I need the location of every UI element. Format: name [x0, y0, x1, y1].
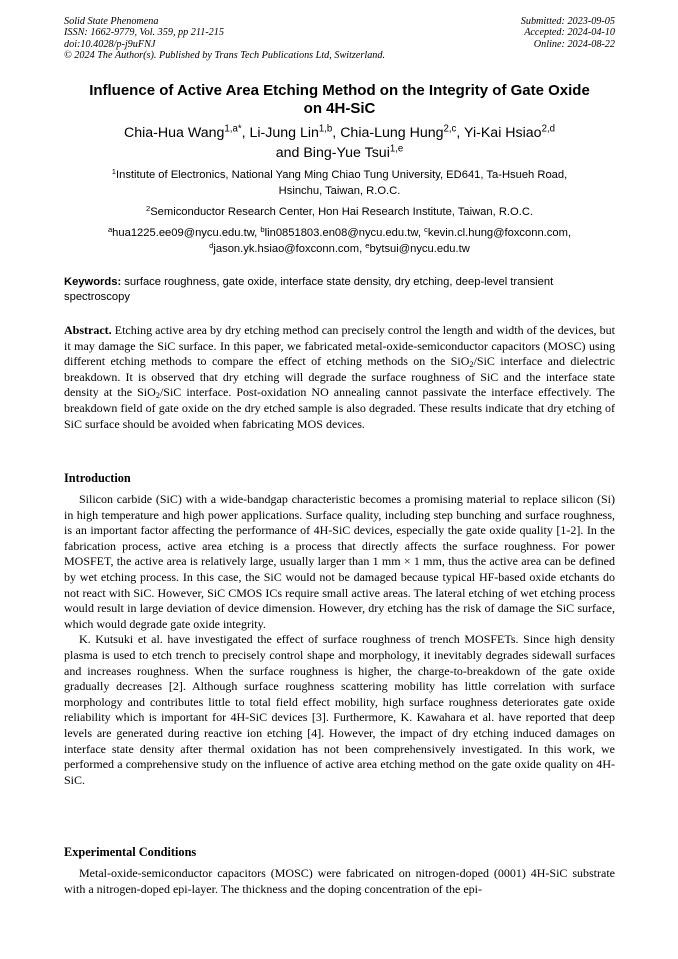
email-link[interactable]: jason.yk.hsiao@foxconn.com — [213, 243, 360, 255]
online-date: Online: 2024-08-22 — [533, 38, 615, 50]
abstract-text-2: /SiC interface and dielectric breakdown. It is observed that dry etching will degrade the surface roughness of SiC and the interface state density at the SiO — [64, 354, 616, 400]
journal-name: Solid State Phenomena — [64, 16, 159, 27]
authors-line-1 — [64, 124, 615, 144]
authors-line-2 — [64, 144, 615, 164]
aff1-line-1: Institute of Electronics, National Yang Ming Chiao Tung University, ED641, Ta-Hsueh Road, — [115, 169, 568, 181]
author-name: and Bing-Yue Tsui — [275, 144, 390, 161]
abstract-label: Abstract. — [64, 323, 112, 337]
affiliation-1 — [64, 167, 615, 199]
emails-line-2 — [64, 241, 615, 257]
title-line-1: Influence of Active Area Etching Method on the Integrity of Gate Oxide — [89, 82, 590, 99]
keywords-text: surface roughness, gate oxide, interface state density, dry etching, deep-level transient spectroscopy — [64, 276, 554, 303]
author-sup: 1,e — [389, 143, 404, 155]
keywords-label: Keywords: — [64, 276, 122, 288]
affiliation-2 — [64, 204, 615, 220]
title-line-2: on 4H-SiC — [303, 100, 376, 117]
email-link[interactable]: bytsui@nycu.edu.tw — [369, 243, 470, 255]
email-sep: , — [254, 227, 261, 239]
author-list — [64, 124, 615, 163]
email-link[interactable]: hua1225.ee09@nycu.edu.tw — [112, 227, 255, 239]
abstract-text-3: /SiC interface. Post-oxidation NO annealing cannot passivate the interface effectively. The breakdown field of gate oxide on the dry etched sample is also degraded. These results indicate that dry etching of SiC surface should be avoided when fabricating MOS devices. — [64, 385, 615, 431]
publication-dates — [521, 16, 615, 50]
abstract-sub-1: 2 — [469, 360, 474, 370]
author-sup: 2,c — [443, 123, 457, 135]
email-sep: , — [359, 243, 366, 255]
author-sep: , — [241, 125, 250, 141]
author-name: Chia-Lung Hung — [340, 125, 444, 141]
author-sep: , — [456, 125, 465, 141]
journal-doi[interactable]: doi:10.4028/p-j9uFNJ — [64, 38, 156, 50]
abstract-text-1: Etching active area by dry etching method can precisely control the length and width of the devices, but it may damage the SiC surface. In this paper, we fabricated metal-oxide-semiconductor capacitors (MOSC) using different etching methods to compare the effect of etching methods on the SiO — [64, 323, 615, 369]
abstract-sub-2: 2 — [155, 391, 160, 401]
introduction-heading: Introduction — [64, 471, 131, 485]
email-link[interactable]: kevin.cl.hung@foxconn.com — [427, 227, 568, 239]
author-emails — [64, 225, 615, 257]
author-sup: 1,b — [318, 123, 333, 135]
emails-line-1 — [64, 225, 615, 241]
intro-paragraph-2: K. Kutsuki et al. have investigated the effect of surface roughness of trench MOSFETs. Since high density plasma is used to etch trench to precisely control shape and morphology, it inevitably degrades sidewall surfaces and increases roughness. When the surface roughness is higher, the charge-to-breakdown of the gate oxide gradually decreases [2]. Although surface roughness scattering mobility has little correlation with surface morphology and contributes little to total field effect mobility, high surface roughness deteriorates gate oxide reliability which is important for 4H-SiC devices [3]. Furthermore, K. Kawahara et al. have reported that deep levels are generated during reactive ion etching [4]. However, the impact of dry etching induced damages on interface state density after thermal oxidation has not been comprehensively investigated. In this work, we performed a comprehensive study on the influence of active area etching method on the gate oxide quality on 4H-SiC. — [64, 632, 615, 787]
aff1-sup: 1 — [111, 166, 116, 176]
experimental-heading: Experimental Conditions — [64, 845, 197, 859]
email-sep: , — [417, 227, 425, 239]
author-name: Chia-Hua Wang — [124, 125, 225, 141]
paper-title — [64, 82, 615, 118]
author-sep: , — [332, 125, 341, 141]
author-name: Yi-Kai Hsiao — [464, 125, 542, 141]
experimental-body — [64, 866, 615, 897]
abstract — [64, 323, 615, 432]
email-link[interactable]: lin0851803.en08@nycu.edu.tw — [264, 227, 418, 239]
aff2-sup: 2 — [145, 203, 151, 213]
keywords — [64, 275, 615, 304]
email-sup: d — [209, 240, 214, 250]
intro-paragraph-1: Silicon carbide (SiC) with a wide-bandgap characteristic becomes a promising material to replace silicon (Si) in high temperature and high power applications. Surface quality, including step bunching and surface roughness, is an important factor affecting the performance of 4H-SiC devices, especially the gate oxide quality [1-2]. In the fabrication process, active area etching is a process that directly affects the surface roughness. For power MOSFET, the active area is relatively large, usually larger than 1 mm × 1 mm, thus the active area can be defined by wet etching process. In this case, the SiC would not be damaged because typical HF-based oxide etchants do not react with SiC. However, SiC CMOS ICs require small active areas. The lateral etching of wet etching process would result in large deviation of device dimension. However, dry etching has the risk of damage the SiC surface, which would degrade gate oxide integrity. — [64, 492, 615, 631]
accepted-date: Accepted: 2024-04-10 — [524, 27, 615, 39]
submitted-date: Submitted: 2023-09-05 — [520, 16, 615, 27]
email-sep: , — [567, 227, 572, 239]
email-sup: a — [107, 224, 113, 234]
experimental-paragraph-1: Metal-oxide-semiconductor capacitors (MOSC) were fabricated on nitrogen-doped (0001) 4H-SiC substrate with a nitrogen-doped epi-layer. The thickness and the doping concentration of the epi- — [64, 866, 615, 896]
email-sup: c — [424, 224, 428, 234]
journal-issn: ISSN: 1662-9779, Vol. 359, pp 211-215 — [64, 27, 224, 39]
author-sup: 2,d — [541, 123, 555, 135]
aff1-line-2: Hsinchu, Taiwan, R.O.C. — [278, 185, 401, 197]
author-name: Li-Jung Lin — [249, 125, 319, 141]
author-sup: 1,a* — [224, 123, 242, 135]
aff2-text: Semiconductor Research Center, Hon Hai Research Institute, Taiwan, R.O.C. — [150, 206, 534, 218]
email-sup: e — [365, 240, 370, 250]
email-sup: b — [260, 224, 265, 234]
journal-copyright: © 2024 The Author(s). Published by Trans Tech Publications Ltd, Switzerland. — [64, 49, 386, 61]
introduction-body — [64, 492, 615, 788]
journal-info — [64, 16, 385, 61]
